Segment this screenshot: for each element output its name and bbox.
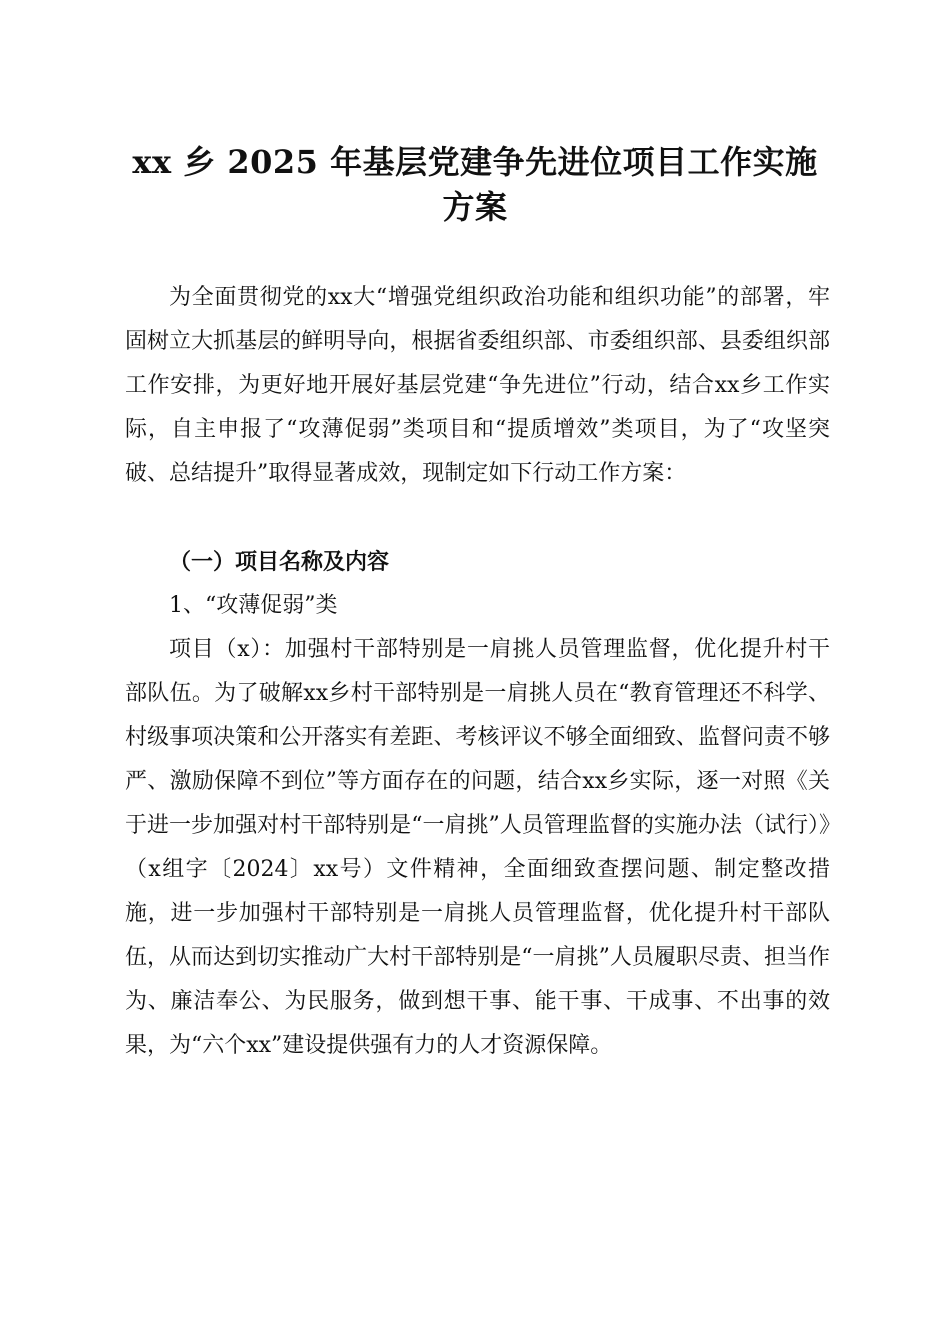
section-heading: （一）项目名称及内容	[169, 549, 390, 575]
document-title-line2: 方案	[442, 188, 508, 226]
subsection-heading: 1、“攻薄促弱”类	[169, 593, 338, 618]
document-title-line1: xx 乡 2025 年基层党建争先进位项目工作实施	[132, 143, 818, 181]
intro-paragraph: 为全面贯彻党的xx大“增强党组织政治功能和组织功能”的部署，牢固树立大抓基层的鲜明导向，根据省委组织部、市委组织部、县委组织部工作安排，为更好地开展好基层党建“争先进位”行动，结合xx乡工作实际，自主申报了“攻薄促弱”类项目和“提质增效”类项目，为了“攻坚突破、总结提升”取得显著成效，现制定如下行动工作方案：	[125, 285, 830, 486]
project-paragraph: 项目（x）：加强村干部特别是一肩挑人员管理监督，优化提升村干部队伍。为了破解xx乡村干部特别是一肩挑人员在“教育管理还不科学、村级事项决策和公开落实有差距、考核评议不够全面细致、监督问责不够严、激励保障不到位”等方面存在的问题，结合xx乡实际，逐一对照《关于进一步加强对村干部特别是“一肩挑”人员管理监督的实施办法（试行）》（x组字〔2024〕xx号）文件精神，全面细致查摆问题、制定整改措施，进一步加强村干部特别是一肩挑人员管理监督，优化提升村干部队伍，从而达到切实推动广大村干部特别是“一肩挑”人员履职尽责、担当作为、廉洁奉公、为民服务，做到想干事、能干事、干成事、不出事的效果，为“六个xx”建设提供强有力的人才资源保障。	[125, 637, 830, 1058]
